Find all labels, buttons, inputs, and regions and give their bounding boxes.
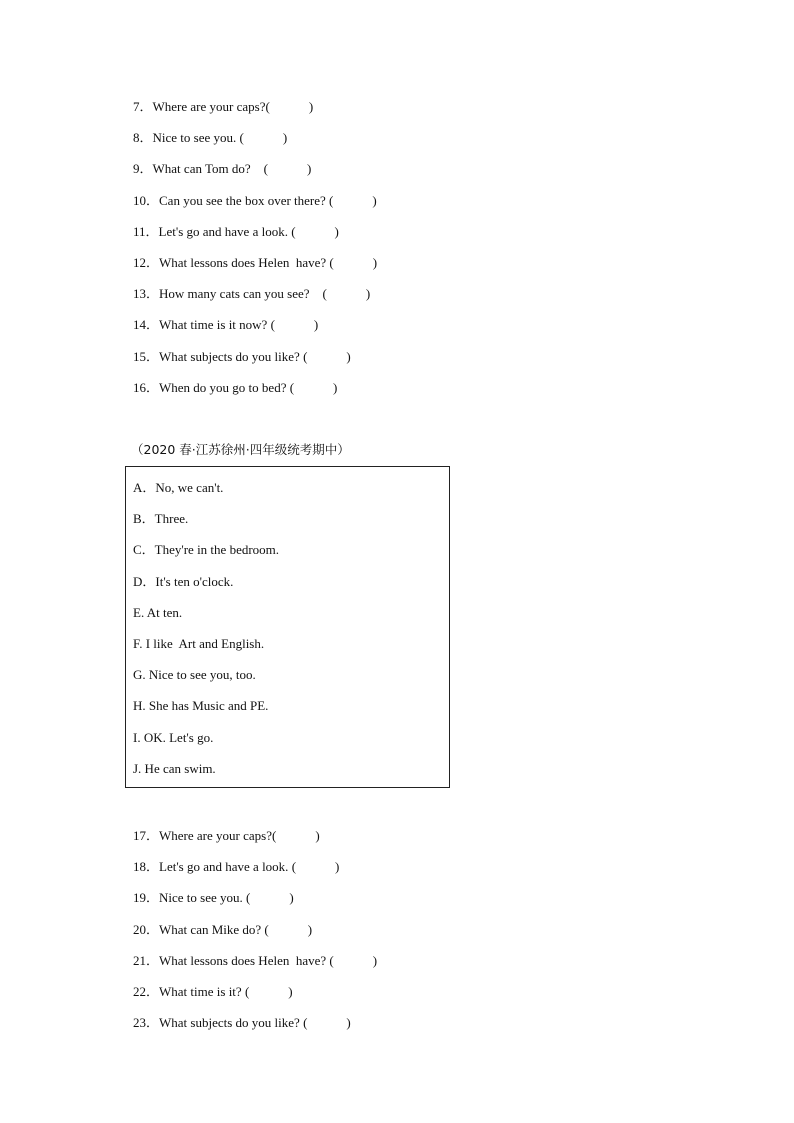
answer-blank[interactable]: ( ) [286, 379, 338, 395]
answer-blank[interactable]: ( ) [267, 317, 319, 333]
answer-blank[interactable]: ( ) [287, 223, 339, 239]
question-item [133, 316, 377, 347]
question-number: 8． [133, 130, 153, 146]
answer-option: B．Three. [133, 511, 189, 527]
answer-option: D．It's ten o'clock. [133, 573, 234, 589]
question-number: 13． [133, 286, 160, 302]
question-item [133, 160, 377, 191]
question-text: What subjects do you like? [159, 348, 300, 364]
answer-blank[interactable]: ( ) [250, 161, 312, 177]
answer-blank[interactable]: ( ) [241, 983, 293, 999]
question-item [133, 1014, 377, 1045]
answer-blank[interactable]: ( ) [288, 859, 340, 875]
question-text: What can Mike do? [159, 921, 262, 937]
question-number: 18． [133, 859, 160, 875]
question-item [133, 921, 377, 952]
question-text: What lessons does Helen have? [159, 952, 327, 968]
answer-option: J. He can swim. [133, 760, 216, 776]
question-text: Where are your caps? [152, 99, 266, 114]
question-text: What time is it? [159, 983, 242, 999]
question-text: Nice to see you. [159, 890, 243, 906]
question-number: 23． [133, 1015, 160, 1031]
answer-blank[interactable]: ( ) [265, 99, 314, 114]
answer-blank[interactable]: ( ) [242, 890, 294, 906]
question-number: 20． [133, 921, 160, 937]
question-number: 22． [133, 983, 160, 999]
question-text: What can Tom do? [152, 161, 251, 177]
question-item [133, 254, 377, 285]
question-number: 17． [133, 828, 160, 843]
question-item [133, 827, 377, 858]
question-number: 16． [133, 379, 160, 395]
answer-blank[interactable]: ( ) [299, 1015, 351, 1031]
answer-blank[interactable]: ( ) [326, 952, 378, 968]
answer-blank[interactable]: ( ) [309, 286, 371, 302]
answer-blank[interactable]: ( ) [325, 192, 377, 208]
question-text: Can you see the box over there? [159, 192, 326, 208]
answer-options-box [125, 466, 450, 788]
answer-blank[interactable]: ( ) [261, 921, 313, 937]
question-text: Where are your caps? [159, 828, 272, 843]
source-note: （2020 春·江苏徐州·四年级统考期中） [131, 442, 350, 457]
question-item [133, 285, 377, 316]
question-text: What time is it now? [159, 317, 268, 333]
answer-option: A．No, we can't. [133, 480, 224, 495]
answer-options-list [133, 479, 279, 791]
question-item [133, 98, 377, 129]
question-item [133, 858, 377, 889]
question-item [133, 192, 377, 223]
question-number: 14． [133, 317, 160, 333]
answer-blank[interactable]: ( ) [271, 828, 320, 843]
question-item [133, 348, 377, 379]
question-item [133, 983, 377, 1014]
answer-option: G. Nice to see you, too. [133, 667, 256, 683]
answer-option: H. She has Music and PE. [133, 698, 269, 714]
question-item [133, 952, 377, 983]
answer-option: E. At ten. [133, 604, 183, 620]
question-item [133, 379, 377, 410]
question-list-part2 [133, 827, 377, 1045]
question-text: Let's go and have a look. [159, 859, 289, 875]
answer-option: I. OK. Let's go. [133, 729, 214, 745]
question-number: 10． [133, 192, 160, 208]
question-text: How many cats can you see? [159, 286, 310, 302]
question-text: What lessons does Helen have? [159, 254, 327, 270]
question-list-part1 [133, 98, 377, 410]
question-text: What subjects do you like? [159, 1015, 300, 1031]
answer-blank[interactable]: ( ) [299, 348, 351, 364]
question-number: 15． [133, 348, 160, 364]
question-text: Let's go and have a look. [158, 223, 288, 239]
question-number: 11． [133, 223, 159, 239]
question-text: When do you go to bed? [159, 379, 287, 395]
question-number: 7． [133, 99, 153, 114]
question-number: 12． [133, 254, 160, 270]
question-number: 9． [133, 161, 153, 177]
question-item [133, 889, 377, 920]
answer-blank[interactable]: ( ) [326, 254, 378, 270]
answer-option: C．They're in the bedroom. [133, 542, 280, 558]
answer-option: F. I like Art and English. [133, 635, 265, 651]
question-number: 21． [133, 952, 160, 968]
question-item [133, 223, 377, 254]
question-item [133, 129, 377, 160]
question-text: Nice to see you. [152, 130, 237, 146]
answer-blank[interactable]: ( ) [236, 130, 288, 146]
question-number: 19． [133, 890, 160, 906]
